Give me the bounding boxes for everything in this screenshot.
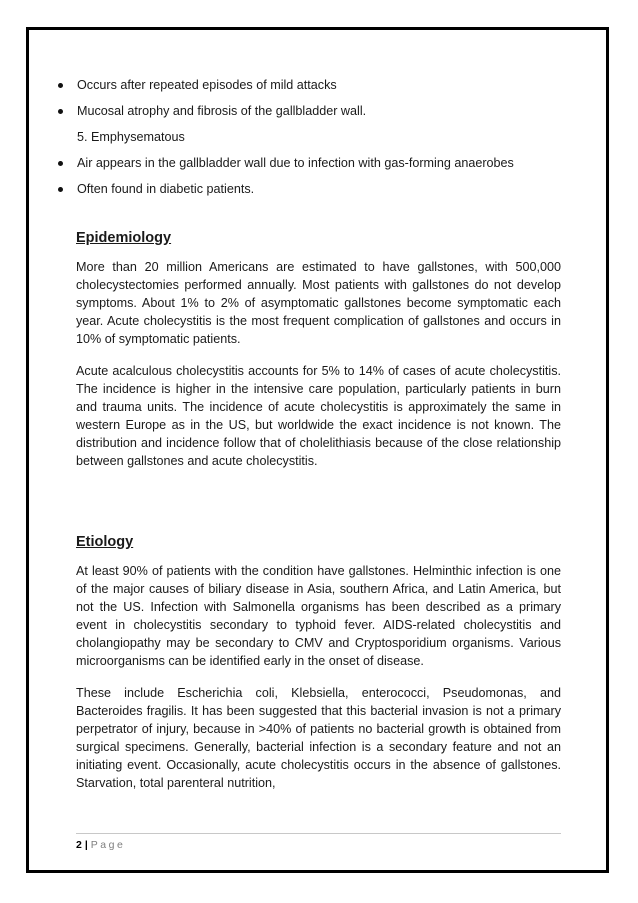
epidemiology-section — [76, 227, 561, 470]
etiology-paragraph: At least 90% of patients with the condition have gallstones. Helminthic infection is one of the major causes of biliary disease in Asia, southern Africa, and Latin America, but not the US. Infection with Salmonella organisms has been described as a primary event in cholecystitis secondary to typhoid fever. AIDS-related cholecystitis and cholangiopathy may be secondary to CMV and Cryptosporidium organisms. Various microorganisms can be identified early in the onset of disease. — [76, 564, 561, 668]
footer-divider — [76, 833, 561, 834]
numbered-item — [57, 129, 567, 155]
page-label: Page — [90, 839, 126, 851]
epidemiology-paragraph: More than 20 million Americans are estimated to have gallstones, with 500,000 cholecystectomies performed annually. Most patients with gallstones do not develop symptoms. About 1% to 2% of asymptomatic gallstones become symptomatic each year. Acute cholecystitis is the most frequent complication of gallstones and occurs in 10% of symptomatic patients. — [76, 260, 561, 346]
etiology-section — [76, 531, 561, 792]
bullet-icon — [58, 187, 63, 192]
list-item-text: Mucosal atrophy and fibrosis of the gallbladder wall. — [77, 104, 367, 118]
bullet-list — [57, 77, 567, 207]
list-item-text: Air appears in the gallbladder wall due to infection with gas-forming anaerobes — [77, 156, 514, 170]
epidemiology-heading: Epidemiology — [76, 230, 172, 246]
epidemiology-paragraph: Acute acalculous cholecystitis accounts for 5% to 14% of cases of acute cholecystitis. The incidence is higher in the intensive care population, particularly patients in burn and trauma units. The incidence of acute cholecystitis is approximately the same in western Europe as in the US, but worldwide the exact incidence is not known. The distribution and incidence follow that of cholelithiasis because of the close relationship between gallstones and acute cholecystitis. — [76, 364, 561, 468]
list-item — [57, 181, 567, 207]
etiology-heading: Etiology — [76, 534, 134, 550]
footer-separator: | — [84, 839, 88, 851]
bullet-icon — [58, 83, 63, 88]
list-item-text: Occurs after repeated episodes of mild attacks — [77, 78, 337, 92]
bullet-icon — [58, 161, 63, 166]
page-footer — [76, 838, 125, 852]
numbered-item-text: 5. Emphysematous — [77, 130, 185, 144]
list-item-text: Often found in diabetic patients. — [77, 182, 255, 196]
list-item — [57, 155, 567, 181]
page-number: 2 — [76, 839, 82, 851]
list-item — [57, 77, 567, 103]
list-item — [57, 103, 567, 129]
bullet-icon — [58, 109, 63, 114]
etiology-paragraph: These include Escherichia coli, Klebsiella, enterococci, Pseudomonas, and Bacteroides fragilis. It has been suggested that this bacterial invasion is not a primary perpetrator of injury, because in >40% of patients no bacterial growth is obtained from surgical specimens. Generally, bacterial infection is a secondary feature and not an initiating event. Occasionally, acute cholecystitis occurs in the absence of gallstones. Starvation, total parenteral nutrition, — [76, 686, 561, 790]
